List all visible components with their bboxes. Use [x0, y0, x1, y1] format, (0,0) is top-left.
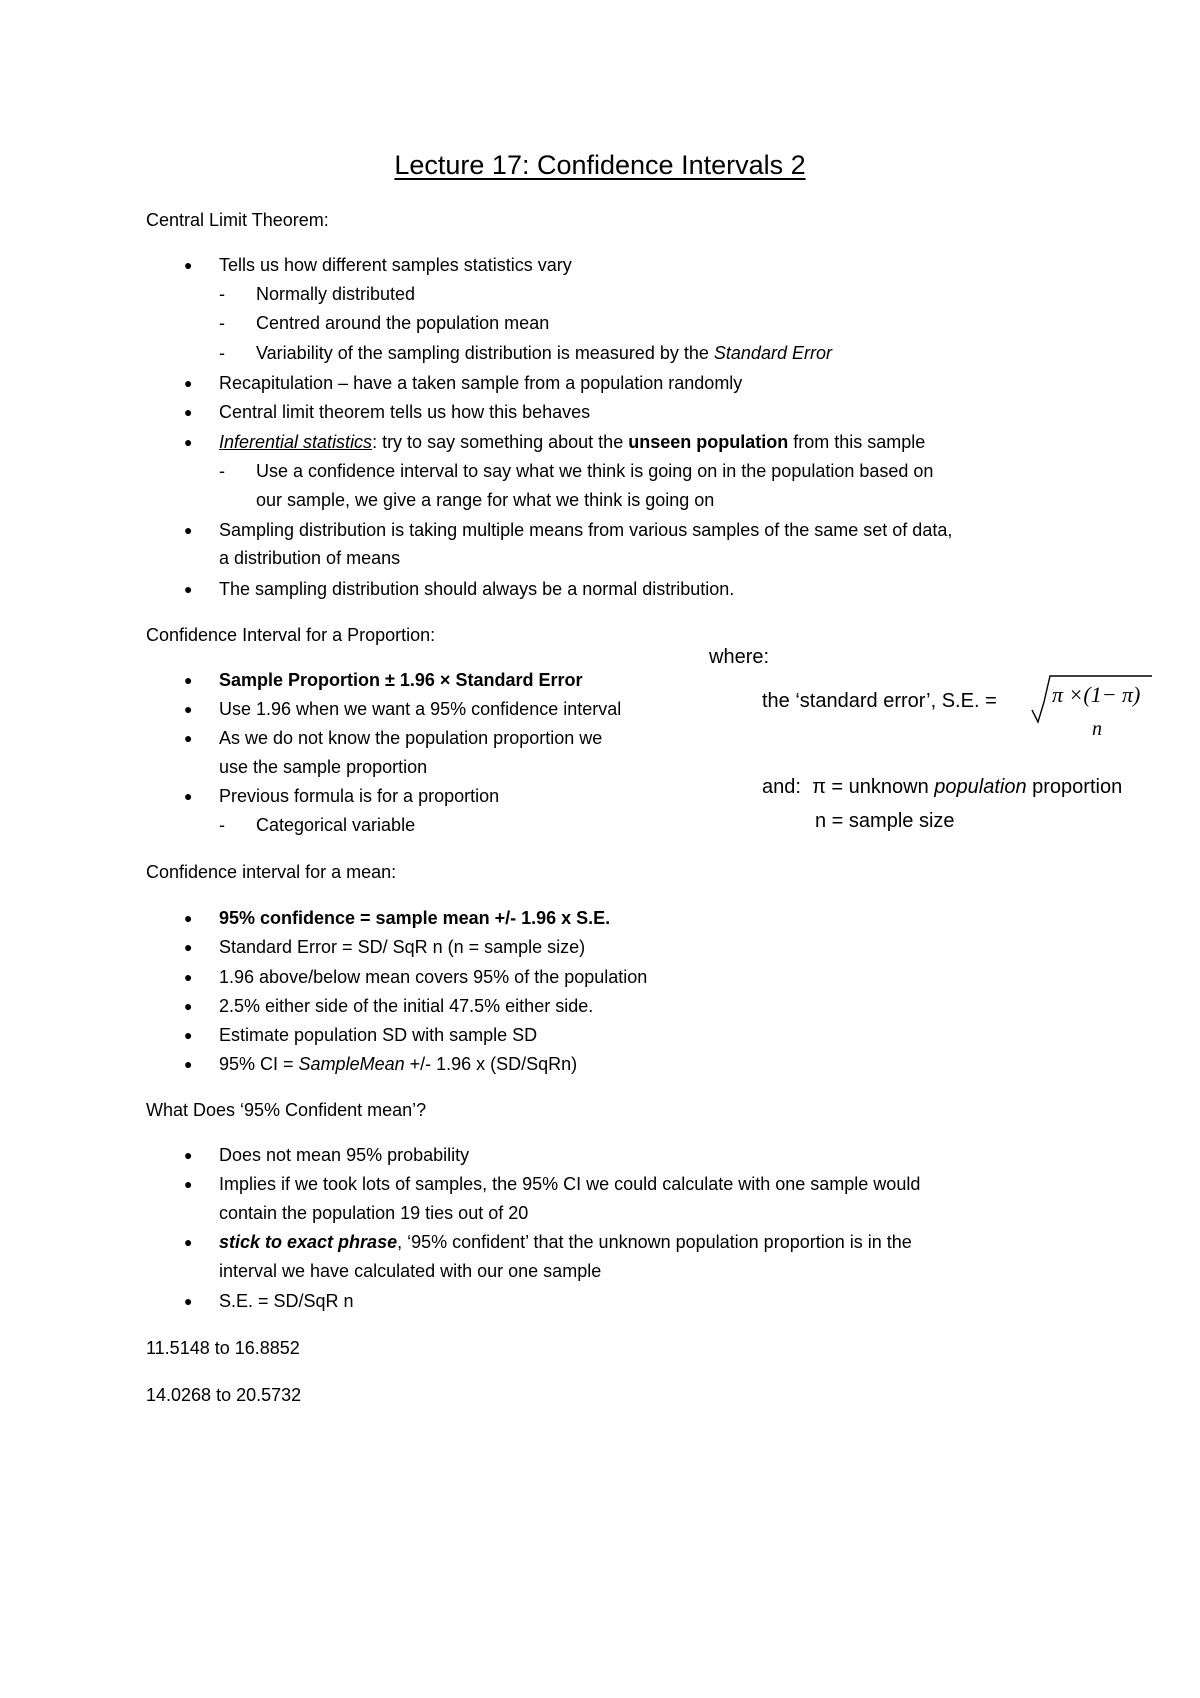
clt-bullet-4: Inferential statistics: try to say something about the unseen population from this sample — [219, 432, 926, 452]
bullet-icon: ● — [184, 257, 193, 273]
ci-prop-bullet-3a: As we do not know the population proportion we — [219, 728, 603, 748]
dash-icon: - — [219, 815, 225, 835]
section-heading-clt: Central Limit Theorem: — [146, 210, 329, 230]
clt-bullet-3: Central limit theorem tells us how this behaves — [219, 402, 591, 422]
bullet-icon: ● — [184, 1234, 193, 1250]
meaning-bullet-3a: stick to exact phrase, ‘95% confident’ that the unknown population proportion is in the — [219, 1232, 912, 1252]
result-line-2: 14.0268 to 20.5732 — [146, 1385, 302, 1405]
formula-se-label: the ‘standard error’, S.E. = — [762, 690, 997, 712]
formula-denominator: n — [1092, 718, 1102, 740]
result-line-1: 11.5148 to 16.8852 — [146, 1338, 300, 1358]
ci-prop-bullet-3b: use the sample proportion — [219, 757, 428, 777]
formula-where: where: — [709, 646, 770, 668]
bullet-icon: ● — [184, 522, 193, 538]
bullet-icon: ● — [184, 375, 193, 391]
bullet-icon: ● — [184, 404, 193, 420]
bullet-icon: ● — [184, 1293, 193, 1309]
clt-bullet-6: The sampling distribution should always be a normal distribution. — [219, 579, 735, 599]
ci-mean-bullet-6: 95% CI = SampleMean +/- 1.96 x (SD/SqRn) — [219, 1054, 578, 1074]
bullet-icon: ● — [184, 730, 193, 746]
clt-sub-4b: our sample, we give a range for what we think is going on — [256, 490, 715, 510]
dash-icon: - — [219, 343, 225, 363]
clt-bullet-1: Tells us how different samples statistics vary — [219, 255, 572, 275]
page-title: Lecture 17: Confidence Intervals 2 — [394, 150, 806, 180]
bullet-icon: ● — [184, 998, 193, 1014]
meaning-bullet-2a: Implies if we took lots of samples, the 95% CI we could calculate with one sample would — [219, 1174, 921, 1194]
formula-and-line: and: π = unknown population proportion — [762, 776, 1123, 798]
bullet-icon: ● — [184, 701, 193, 717]
bullet-icon: ● — [184, 939, 193, 955]
bullet-icon: ● — [184, 1147, 193, 1163]
dash-icon: - — [219, 461, 225, 481]
bullet-icon: ● — [184, 1027, 193, 1043]
clt-bullet-5a: Sampling distribution is taking multiple means from various samples of the same set of data, — [219, 520, 953, 540]
ci-mean-bullet-4: 2.5% either side of the initial 47.5% either side. — [219, 996, 594, 1016]
meaning-bullet-4: S.E. = SD/SqR n — [219, 1291, 354, 1311]
ci-prop-sub-1: Categorical variable — [256, 815, 416, 835]
clt-bullet-5b: a distribution of means — [219, 548, 401, 568]
section-heading-ci-proportion: Confidence Interval for a Proportion: — [146, 625, 436, 645]
clt-sub-1: Normally distributed — [256, 284, 416, 304]
ci-mean-bullet-5: Estimate population SD with sample SD — [219, 1025, 538, 1045]
clt-sub-2: Centred around the population mean — [256, 313, 550, 333]
meaning-bullet-2b: contain the population 19 ties out of 20 — [219, 1203, 529, 1223]
ci-prop-bullet-1: Sample Proportion ± 1.96 × Standard Error — [219, 670, 583, 690]
meaning-bullet-1: Does not mean 95% probability — [219, 1145, 470, 1165]
ci-mean-bullet-1: 95% confidence = sample mean +/- 1.96 x S.E. — [219, 908, 611, 928]
bullet-icon: ● — [184, 1056, 193, 1072]
clt-bullet-2: Recapitulation – have a taken sample from a population randomly — [219, 373, 743, 393]
meaning-bullet-3b: interval we have calculated with our one sample — [219, 1261, 602, 1281]
clt-sub-3: Variability of the sampling distribution is measured by the Standard Error — [256, 343, 832, 363]
dash-icon: - — [219, 313, 225, 333]
dash-icon: - — [219, 284, 225, 304]
formula-numerator: π ×(1− π) — [1052, 682, 1141, 707]
section-heading-meaning: What Does ‘95% Confident mean’? — [146, 1100, 427, 1120]
ci-prop-bullet-2: Use 1.96 when we want a 95% confidence interval — [219, 699, 622, 719]
bullet-icon: ● — [184, 672, 193, 688]
ci-mean-bullet-3: 1.96 above/below mean covers 95% of the population — [219, 967, 648, 987]
clt-sub-4a: Use a confidence interval to say what we think is going on in the population based on — [256, 461, 934, 481]
bullet-icon: ● — [184, 969, 193, 985]
formula-n-line: n = sample size — [815, 810, 955, 832]
bullet-icon: ● — [184, 788, 193, 804]
ci-mean-bullet-2: Standard Error = SD/ SqR n (n = sample size) — [219, 937, 586, 957]
section-heading-ci-mean: Confidence interval for a mean: — [146, 862, 397, 882]
bullet-icon: ● — [184, 910, 193, 926]
bullet-icon: ● — [184, 434, 193, 450]
bullet-icon: ● — [184, 1176, 193, 1192]
ci-prop-bullet-4: Previous formula is for a proportion — [219, 786, 500, 806]
bullet-icon: ● — [184, 581, 193, 597]
